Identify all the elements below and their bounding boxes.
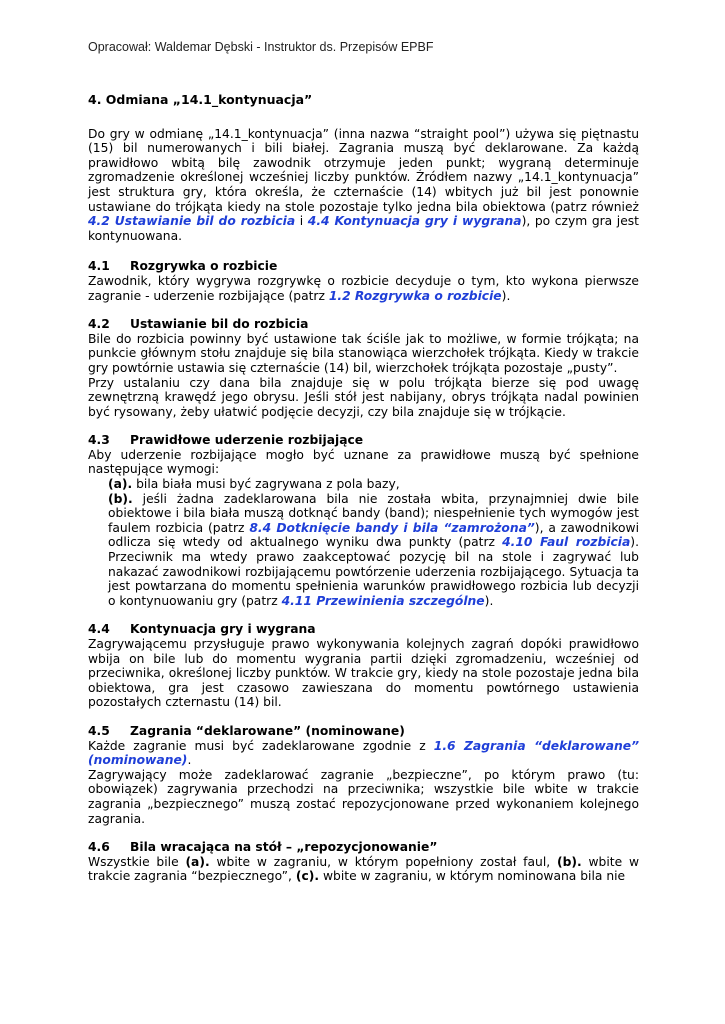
section-4-3-paragraph-1: Aby uderzenie rozbijające mogło być uznane za prawidłowe muszą być spełnione następujące wymogi: [88, 447, 639, 477]
section-number: 4.5 [88, 723, 110, 738]
link-8-4[interactable]: 8.4 Dotknięcie bandy i bila “zamrożona” [249, 520, 535, 535]
intro-text-2: i [295, 214, 308, 229]
section-4-6-paragraph [88, 855, 639, 884]
link-4-4[interactable]: 4.4 Kontynuacja gry i wygrana [307, 214, 522, 229]
section-4-2-paragraph-1: Bile do rozbicia powinny być ustawione tak ściśle jak to możliwe, w formie trójkąta; na punkcie głównym stołu znajduje się bila stanowiąca wierzchołek trójkąta. Kiedy w trakcie gry powtórnie ustawia się czternaście (14) bil, wierzchołek trójkąta pozostaje „pusty”. [88, 331, 639, 375]
s45-text-2: . [187, 753, 192, 768]
item-b-marker: (b). [108, 491, 133, 506]
section-title: Rozgrywka o rozbicie [130, 259, 278, 274]
section-number: 4.1 [88, 259, 110, 274]
s45-text-1: Każde zagranie musi być zadeklarowane zgodnie z [88, 738, 434, 753]
section-4-6-heading [88, 840, 639, 855]
chapter-title: 4. Odmiana „14.1_kontynuacja” [88, 92, 313, 107]
item-a-marker: (a). [108, 477, 133, 492]
section-title: Prawidłowe uderzenie rozbijające [130, 433, 364, 448]
link-1-2[interactable]: 1.2 Rozgrywka o rozbicie [328, 288, 502, 303]
s46-text-2: wbite w zagraniu, w którym popełniony został faul, [209, 854, 557, 869]
link-4-10[interactable]: 4.10 Faul rozbicia [502, 535, 631, 550]
section-4-4-paragraph: Zagrywającemu przysługuje prawo wykonywania kolejnych zagrań dopóki prawidłowo wbija on bile lub do momentu wygrania partii dzięki zgromadzeniu, wcześniej od przeciwnika, określonej liczby punktów. W trakcie gry, kiedy na stole pozostaje jedna bila obiektowa, gra jest czasowo zawieszana do momentu powtórnego ustawienia pozostałych czternastu (14) bil. [88, 637, 639, 710]
item-b [88, 492, 639, 609]
s46-text-1: Wszystkie bile [88, 854, 186, 869]
item-b-text-1: jeśli żadna zadeklarowana bila nie została wbita, przynajmniej dwie bile obiektowe i bila biała muszą dotknąć bandy (band); niespełnienie tych wymogów jest faulem rozbicia (patrz [108, 491, 639, 535]
intro-text-1: Do gry w odmianę „14.1_kontynuacja” (inna nazwa “straight pool”) używa się piętnastu (15) bil numerowanych i bili białej. Zagrania muszą być deklarowane. Za każdą prawidłowo wbitą bilę zawodnik otrzymuje jeden punkt; wygraną determinuje zgromadzenie określonej wcześniej liczby punktów. Źródłem nazwy „14.1_kontynuacja” jest struktura gry, która określa, że czternaście (14) wbitych już bil jest ponownie ustawiane do trójkąta kiedy na stole pozostaje tylko jedna bila obiektowa (patrz również [88, 126, 639, 214]
s41-text-2: ). [501, 288, 511, 303]
item-b-text-4: ). [484, 593, 494, 608]
s46-text-3: wbite w trakcie zagrania “bezpiecznego”, [88, 854, 639, 884]
s46-marker-a: (a). [185, 854, 210, 869]
section-number: 4.3 [88, 433, 110, 448]
link-4-2[interactable]: 4.2 Ustawianie bil do rozbicia [88, 214, 296, 229]
link-4-11[interactable]: 4.11 Przewinienia szczególne [281, 593, 485, 608]
s41-text-1: Zawodnik, który wygrywa rozgrywkę o rozbicie decyduje o tym, kto wykona pierwsze zagranie - uderzenie rozbijające (patrz [88, 273, 639, 303]
document-body [88, 93, 639, 884]
s46-marker-c: (c). [295, 869, 320, 884]
section-4-3-heading [88, 433, 639, 448]
section-4-5-heading [88, 724, 639, 739]
section-title: Zagrania “deklarowane” (nominowane) [130, 723, 405, 738]
item-a-text: bila biała musi być zagrywana z pola bazy, [132, 477, 400, 492]
section-4-5-paragraph-2: Zagrywający może zadeklarować zagranie „bezpieczne”, po którym prawo (tu: obowiązek) zagrywania przechodzi na przeciwnika; wszystkie bile wbite w trakcie zagrania „bezpiecznego” muszą zostać repozycjonowane przed wykonaniem kolejnego zagrania. [88, 767, 639, 826]
s46-marker-b: (b). [556, 854, 582, 869]
item-b-text-2: ), a zawodnikowi odlicza się wtedy od aktualnego wyniku dwa punkty (patrz [108, 520, 640, 550]
link-1-6[interactable]: 1.6 Zagrania “deklarowane” (nominowane) [88, 738, 640, 768]
page-header: Opracował: Waldemar Dębski - Instruktor ds. Przepisów EPBF [88, 40, 434, 54]
section-4-4-heading [88, 622, 639, 637]
section-4-2-paragraph-2: Przy ustalaniu czy dana bila znajduje się w polu trójkąta bierze się pod uwagę zewnętrzną krawędź jego obrysu. Jeśli stół jest nabijany, obrys trójkąta nadal powinien być rysowany, żeby ułatwić podjęcie decyzji, czy bila znajduje się w trójkącie. [88, 375, 639, 419]
item-b-text-3: ). Przeciwnik ma wtedy prawo zaakceptować pozycję bil na stole i zagrywać lub nakazać zawodnikowi rozbijającemu powtórzenie uderzenia rozbijającego. Sytuacja ta jest powtarzana do momentu spełnienia warunków prawidłowego rozbicia lub decyzji o kontynuowaniu gry (patrz [108, 535, 640, 608]
intro-paragraph [88, 127, 639, 244]
section-4-2-heading [88, 317, 639, 332]
section-number: 4.2 [88, 317, 110, 332]
section-4-1-heading [88, 259, 639, 274]
section-4-5-paragraph-1 [88, 739, 639, 768]
section-title: Bila wracająca na stół – „repozycjonowanie” [130, 840, 438, 855]
s46-text-4: wbite w zagraniu, w którym nominowana bila nie [319, 869, 626, 884]
intro-text-3: ), po czym gra jest kontynuowana. [88, 214, 639, 243]
section-4-1-paragraph [88, 274, 639, 303]
item-a [88, 477, 639, 492]
section-title: Ustawianie bil do rozbicia [130, 317, 309, 332]
section-number: 4.6 [88, 840, 110, 855]
section-title: Kontynuacja gry i wygrana [130, 622, 316, 637]
section-number: 4.4 [88, 622, 110, 637]
